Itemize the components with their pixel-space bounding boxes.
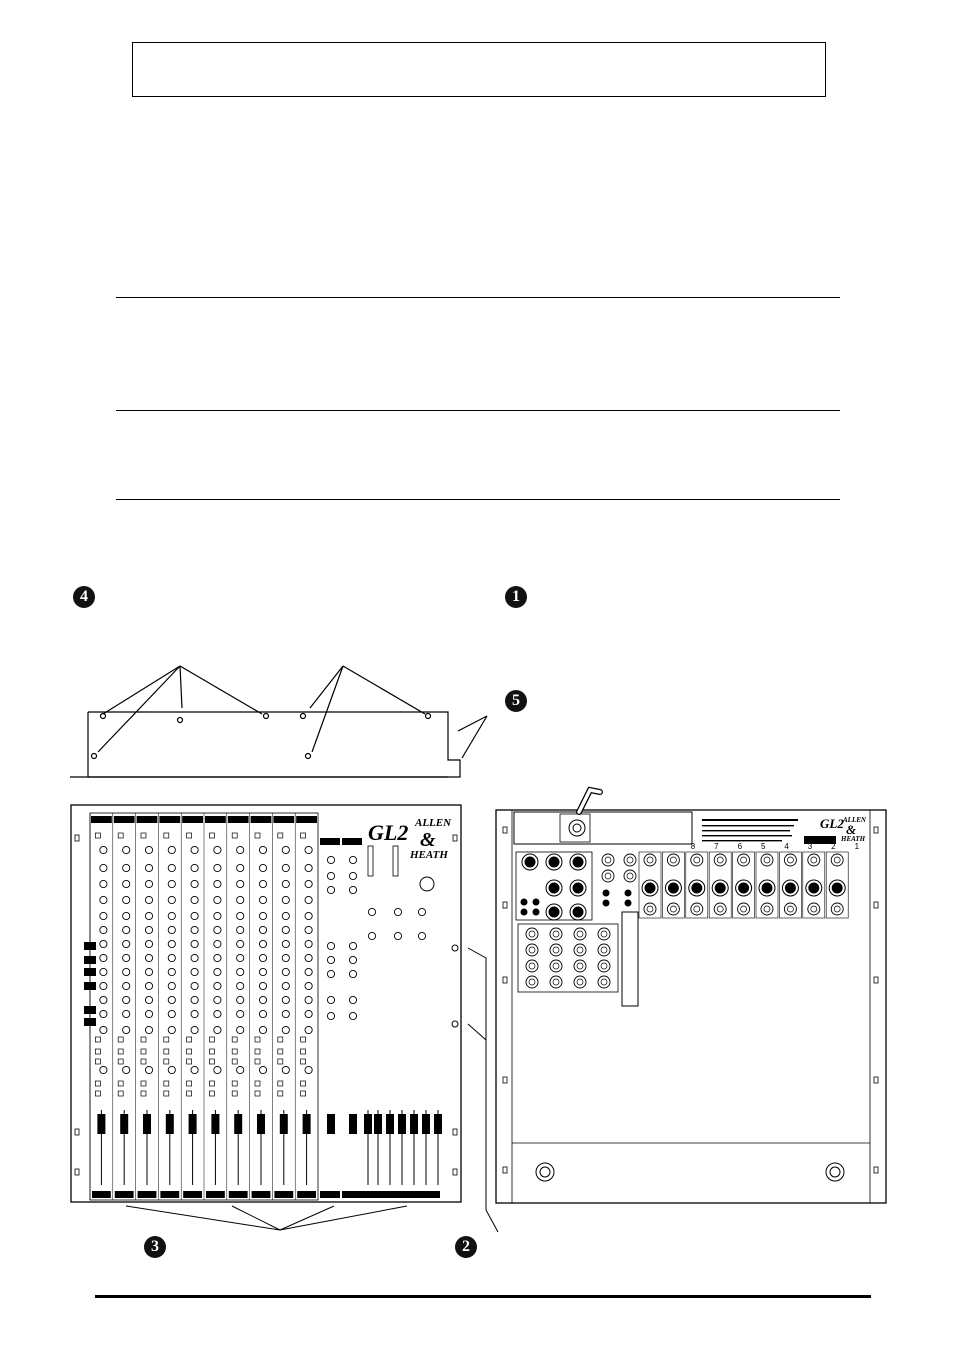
mixer-rear-panel bbox=[496, 790, 886, 1203]
rear-output-number: 3 bbox=[807, 842, 813, 851]
rear-output-number: 4 bbox=[784, 842, 789, 851]
rear-output-number: 7 bbox=[714, 842, 719, 851]
rear-brand-line1: ALLEN bbox=[843, 816, 866, 824]
mixer-front-panel bbox=[71, 805, 461, 1202]
footer-rule bbox=[95, 1295, 871, 1298]
rear-brand-line2: HEATH bbox=[841, 835, 866, 843]
callout-badge-4: 4 bbox=[73, 586, 95, 608]
callout-badge-5: 5 bbox=[505, 690, 527, 712]
rear-model-label: GL2 bbox=[820, 816, 844, 831]
callout-badge-1: 1 bbox=[505, 586, 527, 608]
rear-output-number: 5 bbox=[760, 842, 766, 851]
front-brand-line2: HEATH bbox=[410, 849, 448, 861]
front-model-label: GL2 bbox=[368, 820, 409, 845]
rear-brand-amp: & bbox=[846, 822, 857, 837]
front-brand-amp: & bbox=[420, 829, 436, 851]
callout-badge-3: 3 bbox=[144, 1236, 166, 1258]
callout-badge-2: 2 bbox=[455, 1236, 477, 1258]
rear-output-number: 1 bbox=[854, 842, 860, 851]
rear-output-number: 6 bbox=[737, 842, 743, 851]
rear-output-number: 2 bbox=[831, 842, 836, 851]
front-brand-line1: ALLEN bbox=[415, 817, 452, 829]
rear-output-number: 8 bbox=[690, 842, 696, 851]
mixer-side-view bbox=[70, 666, 487, 777]
